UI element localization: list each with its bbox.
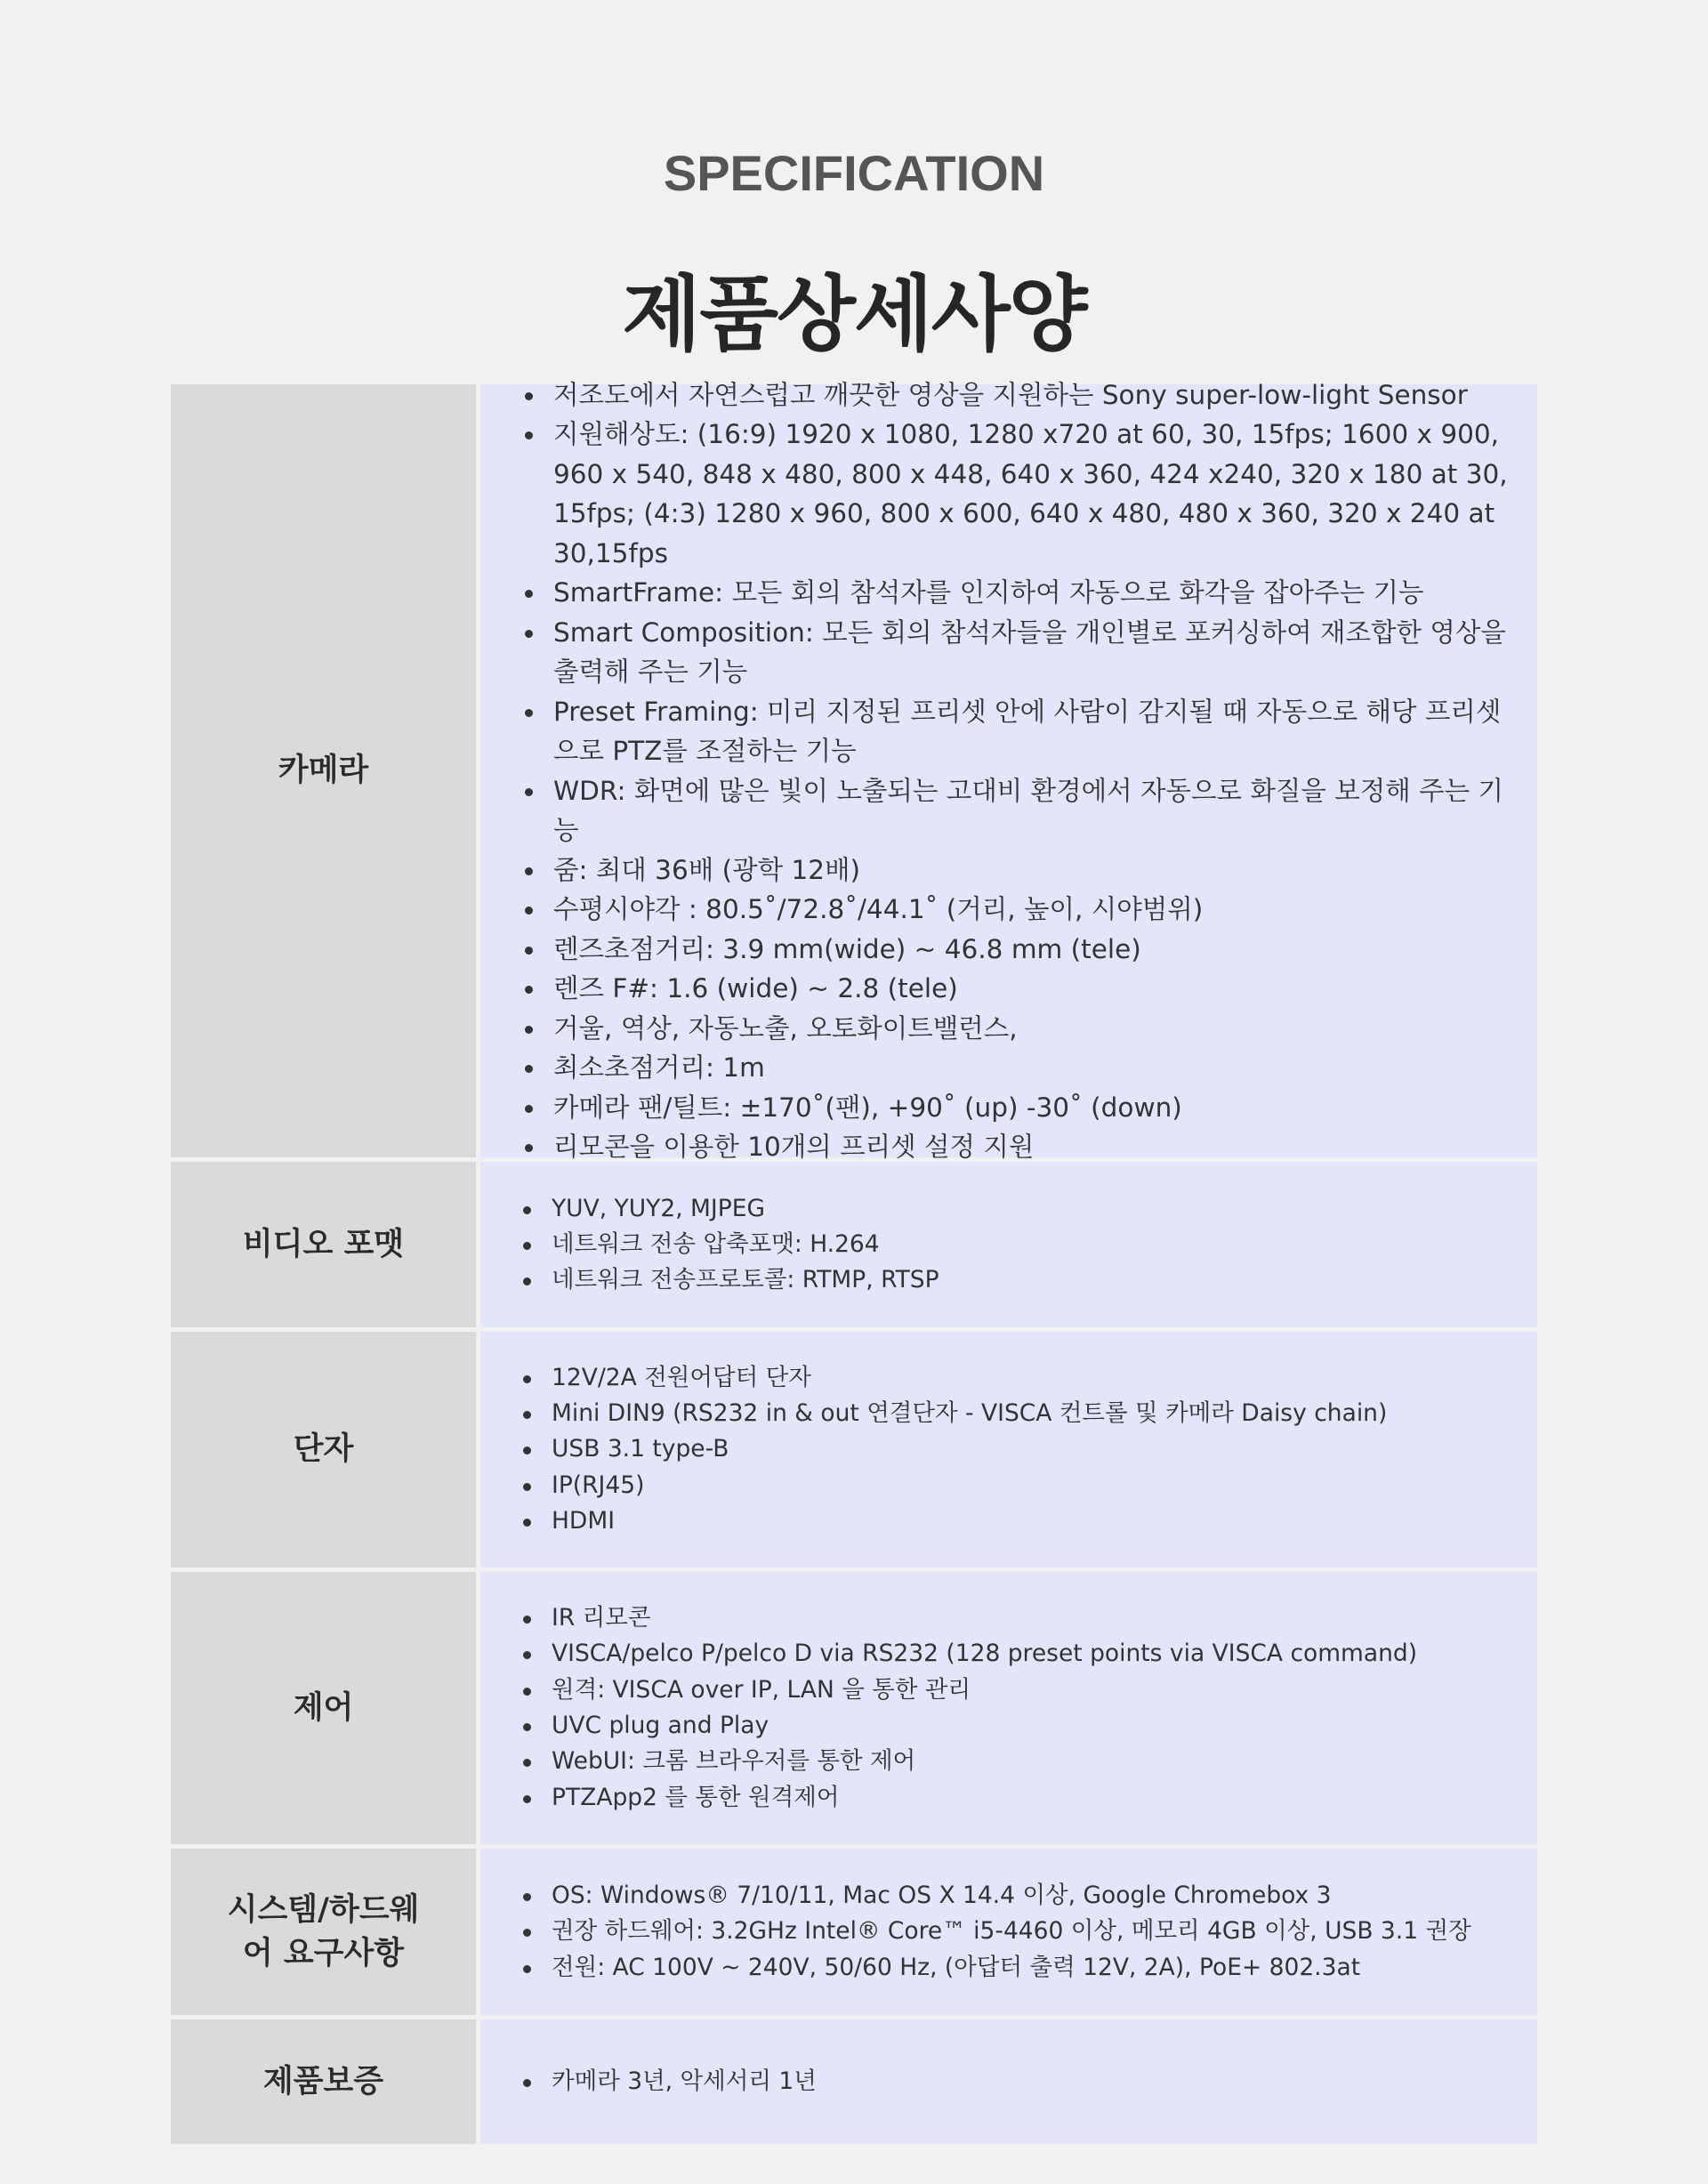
list-item: Smart Composition: 모든 회의 참석자들을 개인별로 포커싱하여 재조합한 영상을 출력해 주는 기능 (516, 613, 1511, 692)
list-item: UVC plug and Play (514, 1708, 1417, 1744)
list-item: Preset Framing: 미리 지정된 프리셋 안에 사람이 감지될 때 자동으로 해당 프리셋으로 PTZ를 조절하는 기능 (516, 692, 1511, 771)
list-item: WebUI: 크롬 브라우저를 통한 제어 (514, 1744, 1417, 1779)
spec-row-label: 제어 (171, 1572, 476, 1844)
page-title: 제품상세사양 (622, 267, 1086, 362)
list-item: 최소초점거리: 1m (516, 1048, 1511, 1088)
list-item: 지원해상도: (16:9) 1920 x 1080, 1280 x720 at 60, 30, 15fps; 1600 x 900, 960 x 540, 848 x 480, 800 x 448, 640 x 360, 424 x240, 320 x 180 at 30, 15fps; (4:3) 1280 x 960, 800 x 600, 640 x 480, 480 x 360, 320 x 240 at 30,15fps (516, 415, 1511, 573)
spec-row-system-requirements (171, 1849, 1537, 2015)
list-item: Mini DIN9 (RS232 in & out 연결단자 - VISCA 컨트롤 및 카메라 Daisy chain) (514, 1396, 1387, 1431)
list-item: 수평시야각 : 80.5˚/72.8˚/44.1˚ (거리, 높이, 시야범위) (516, 890, 1511, 930)
list-item: IP(RJ45) (514, 1468, 1387, 1503)
spec-row-content (480, 1849, 1537, 2015)
list-item: 저조도에서 자연스럽고 깨끗한 영상을 지원하는 Sony super-low-light Sensor (516, 375, 1511, 415)
list-item: 거울, 역상, 자동노출, 오토화이트밸런스, (516, 1009, 1511, 1049)
spec-row-label: 비디오 포맷 (171, 1162, 476, 1327)
spec-list (514, 1600, 1417, 1816)
list-item: 12V/2A 전원어답터 단자 (514, 1360, 1387, 1396)
spec-table (171, 379, 1537, 2144)
spec-row-ports (171, 1332, 1537, 1567)
spec-row-content (480, 1162, 1537, 1327)
spec-row-label: 제품보증 (171, 2019, 476, 2144)
spec-row-content (480, 379, 1537, 1162)
spec-list (514, 1878, 1471, 1986)
spec-list (514, 1360, 1387, 1539)
list-item: IR 리모콘 (514, 1600, 1417, 1636)
list-item: PTZApp2 를 통한 원격제어 (514, 1780, 1417, 1816)
list-item: 카메라 3년, 악세서리 1년 (514, 2064, 817, 2099)
section-eyebrow: SPECIFICATION (663, 145, 1045, 201)
list-item: 렌즈초점거리: 3.9 mm(wide) ~ 46.8 mm (tele) (516, 930, 1511, 970)
spec-row-label: 카메라 (171, 384, 476, 1157)
list-item: 네트워크 전송 압축포맷: H.264 (514, 1227, 939, 1262)
spec-list (514, 2064, 817, 2099)
list-item: 권장 하드웨어: 3.2GHz Intel® Core™ i5-4460 이상, 메모리 4GB 이상, USB 3.1 권장 (514, 1914, 1471, 1949)
list-item: SmartFrame: 모든 회의 참석자를 인지하여 자동으로 화각을 잡아주는 기능 (516, 573, 1511, 613)
list-item: 원격: VISCA over IP, LAN 을 통한 관리 (514, 1672, 1417, 1708)
list-item: 네트워크 전송프로토콜: RTMP, RTSP (514, 1262, 939, 1298)
list-item: 리모콘을 이용한 10개의 프리셋 설정 지원 (516, 1127, 1511, 1167)
list-item: OS: Windows® 7/10/11, Mac OS X 14.4 이상, Google Chromebox 3 (514, 1878, 1471, 1914)
list-item: HDMI (514, 1503, 1387, 1539)
list-item: YUV, YUY2, MJPEG (514, 1191, 939, 1227)
spec-row-video-format (171, 1162, 1537, 1327)
spec-row-label: 단자 (171, 1332, 476, 1567)
spec-row-camera (171, 379, 1537, 1162)
list-item: 렌즈 F#: 1.6 (wide) ~ 2.8 (tele) (516, 969, 1511, 1009)
spec-row-label: 시스템/하드웨어 요구사항 (171, 1849, 476, 2015)
list-item: 줌: 최대 36배 (광학 12배) (516, 850, 1511, 891)
spec-row-control (171, 1572, 1537, 1844)
list-item: USB 3.1 type-B (514, 1431, 1387, 1467)
spec-list (514, 1191, 939, 1299)
spec-row-content (480, 1332, 1537, 1567)
list-item: VISCA/pelco P/pelco D via RS232 (128 preset points via VISCA command) (514, 1636, 1417, 1672)
spec-row-content (480, 2019, 1537, 2144)
spec-row-warranty (171, 2019, 1537, 2144)
list-item: 카메라 팬/틸트: ±170˚(팬), +90˚ (up) -30˚ (down) (516, 1088, 1511, 1128)
list-item: 전원: AC 100V ~ 240V, 50/60 Hz, (아답터 출력 12V, 2A), PoE+ 802.3at (514, 1950, 1471, 1986)
list-item: WDR: 화면에 많은 빛이 노출되는 고대비 환경에서 자동으로 화질을 보정해 주는 기능 (516, 771, 1511, 850)
spec-list (516, 375, 1511, 1167)
spec-row-content (480, 1572, 1537, 1844)
